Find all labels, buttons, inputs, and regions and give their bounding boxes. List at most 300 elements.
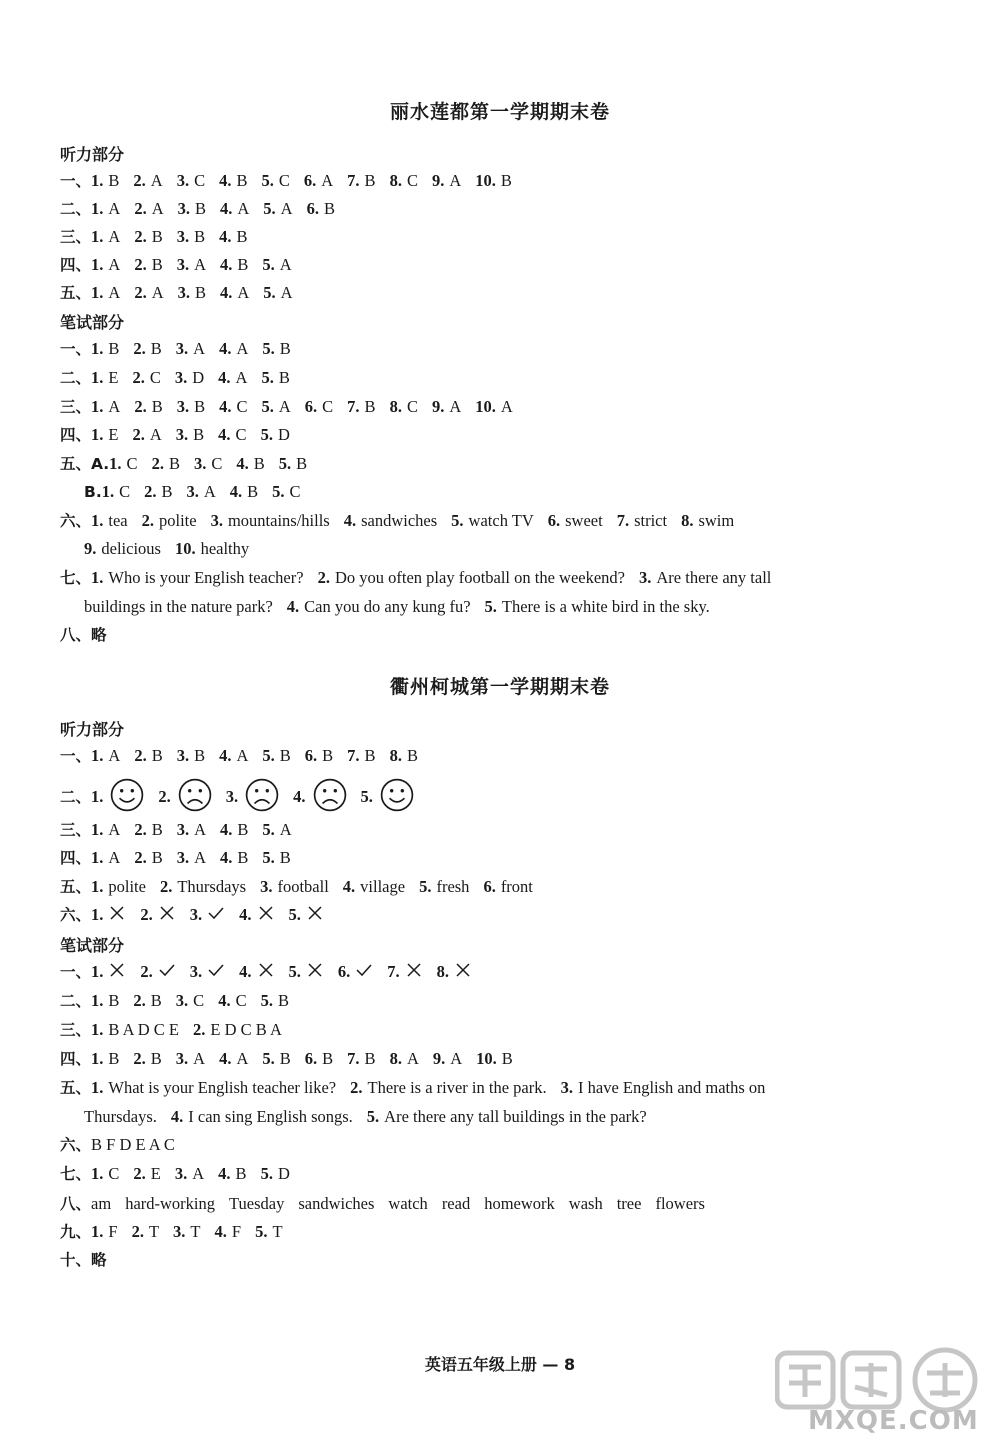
item-answer: B xyxy=(279,746,291,765)
item-answer: B xyxy=(364,746,376,765)
item-answer: B xyxy=(168,454,180,473)
answer-line xyxy=(60,624,940,646)
item-number: 7. xyxy=(387,962,400,981)
item-answer: B xyxy=(151,848,163,867)
item-number: 3. xyxy=(176,171,190,190)
question-group-label: 六、 xyxy=(60,512,92,530)
item-answer: front xyxy=(500,877,533,896)
answer-item xyxy=(91,255,120,274)
answer-item xyxy=(194,454,222,473)
answer-item xyxy=(279,454,307,473)
question-group-label: 八、略 xyxy=(60,626,107,644)
item-answer: A xyxy=(321,171,334,190)
answer-item xyxy=(134,820,162,839)
check-icon xyxy=(207,963,225,982)
item-number: 1. xyxy=(91,1020,104,1039)
answer-item xyxy=(261,171,289,190)
answer-item xyxy=(134,199,163,218)
answer-item xyxy=(548,511,603,530)
answer-item xyxy=(220,820,248,839)
item-answer: A xyxy=(108,283,121,302)
item-number: 5. xyxy=(451,511,464,530)
item-answer: A xyxy=(194,820,206,839)
answer-item xyxy=(219,339,248,358)
item-answer: C xyxy=(211,454,223,473)
item-answer: Thursdays. xyxy=(84,1107,157,1126)
item-number: 4. xyxy=(286,597,300,616)
answer-item xyxy=(91,339,119,358)
item-answer: What is your English teacher like? xyxy=(108,1078,337,1097)
item-answer: A xyxy=(194,848,206,867)
answer-item xyxy=(133,1164,160,1183)
item-answer: strict xyxy=(634,511,668,530)
item-number: 1. xyxy=(91,1164,104,1183)
item-number: 2. xyxy=(133,991,146,1010)
answer-item xyxy=(260,877,329,896)
item-answer: B xyxy=(364,1049,376,1068)
item-number: 2. xyxy=(132,368,145,387)
item-number: 4. xyxy=(239,962,252,981)
answer-item xyxy=(305,397,333,416)
item-answer: C xyxy=(322,397,334,416)
question-group-label: 五、A. xyxy=(60,455,110,473)
item-answer: C xyxy=(278,171,290,190)
answer-item xyxy=(262,746,290,765)
item-number: 6. xyxy=(547,511,561,530)
answer-item xyxy=(255,1222,282,1241)
answer-item xyxy=(91,1049,119,1068)
item-answer: B xyxy=(277,991,289,1010)
answer-item xyxy=(134,746,162,765)
answer-item xyxy=(132,1222,159,1241)
answer-item xyxy=(109,454,137,473)
answer-item xyxy=(262,820,291,839)
item-number: 9. xyxy=(84,539,97,558)
item-number: 5. xyxy=(366,1107,380,1126)
item-number: 3. xyxy=(225,786,239,806)
item-answer: B xyxy=(237,820,249,839)
question-group-label: 一、 xyxy=(60,747,92,765)
cross-icon xyxy=(108,964,126,983)
answer-item xyxy=(218,425,246,444)
answer-item xyxy=(91,1078,336,1097)
question-group-label: 二、 xyxy=(60,787,92,806)
item-number: 4. xyxy=(343,511,357,530)
answer-item xyxy=(475,171,512,190)
answer-item xyxy=(350,1078,547,1097)
question-group-label: 二、 xyxy=(60,200,92,218)
item-answer: B xyxy=(296,454,308,473)
answer-line xyxy=(60,1221,940,1243)
item-number: 3. xyxy=(176,397,190,416)
answer-item xyxy=(134,848,162,867)
item-answer: B xyxy=(237,848,249,867)
item-answer: buildings in the nature park? xyxy=(84,597,273,616)
answer-item xyxy=(390,397,418,416)
item-number: 1. xyxy=(91,568,104,587)
item-answer: A xyxy=(149,425,162,444)
item-answer: A xyxy=(194,255,206,274)
answer-item xyxy=(134,255,162,274)
item-number: 4. xyxy=(239,905,252,924)
question-group-label: 五、 xyxy=(60,878,92,896)
answer-item xyxy=(219,746,248,765)
answer-item xyxy=(84,539,161,558)
item-answer: A xyxy=(449,171,462,190)
item-answer: sandwiches xyxy=(298,1194,375,1213)
item-number: 1. xyxy=(91,991,104,1010)
answer-item xyxy=(91,1020,179,1039)
item-number: 2. xyxy=(133,1164,146,1183)
item-number: 10. xyxy=(476,1049,497,1068)
answer-item xyxy=(347,397,375,416)
item-number: 5. xyxy=(260,425,273,444)
answer-item xyxy=(160,877,246,896)
answer-item xyxy=(263,283,292,302)
item-number: 2. xyxy=(140,905,153,924)
answer-line xyxy=(60,876,940,898)
item-answer: B xyxy=(364,397,376,416)
item-answer: B xyxy=(108,171,120,190)
answer-item xyxy=(220,199,249,218)
item-answer: delicious xyxy=(101,539,161,558)
item-answer: B xyxy=(150,991,162,1010)
check-icon xyxy=(158,963,176,982)
question-group-label: 四、 xyxy=(60,849,92,867)
answer-line xyxy=(84,596,964,618)
item-number: 1. xyxy=(91,283,104,302)
answer-item xyxy=(140,905,175,924)
item-number: 5. xyxy=(484,597,497,616)
answer-item xyxy=(178,283,206,302)
item-answer: A xyxy=(108,397,121,416)
item-number: 1. xyxy=(91,820,104,839)
answer-item xyxy=(142,511,197,530)
cross-icon xyxy=(108,907,126,926)
answer-line xyxy=(60,282,940,304)
item-number: 5. xyxy=(288,905,301,924)
item-answer: B xyxy=(500,171,512,190)
item-answer: swim xyxy=(698,511,735,530)
item-number: 7. xyxy=(616,511,630,530)
item-answer: E D C B A xyxy=(210,1020,282,1039)
answer-item xyxy=(263,199,292,218)
item-number: 2. xyxy=(133,1049,146,1068)
item-number: 4. xyxy=(220,255,233,274)
item-number: 2. xyxy=(159,877,173,896)
item-answer: B xyxy=(279,848,291,867)
item-number: 3. xyxy=(176,848,190,867)
item-answer: A xyxy=(193,1049,206,1068)
item-number: 5. xyxy=(255,1222,268,1241)
answer-item xyxy=(561,1078,766,1097)
answer-item xyxy=(484,1194,555,1213)
answer-line xyxy=(60,1249,940,1271)
item-answer: A xyxy=(193,339,206,358)
answer-line xyxy=(60,510,940,532)
item-number: 8. xyxy=(681,511,694,530)
cross-icon xyxy=(158,907,176,926)
question-group-label: 五、 xyxy=(60,1079,92,1097)
item-answer: A xyxy=(203,482,216,501)
item-number: 5. xyxy=(262,848,275,867)
item-number: 5. xyxy=(260,1164,273,1183)
answer-item xyxy=(483,877,532,896)
item-number: 2. xyxy=(134,820,147,839)
item-number: 4. xyxy=(170,1107,184,1126)
answer-item xyxy=(639,568,771,587)
answer-item xyxy=(175,368,204,387)
answer-item xyxy=(144,482,172,501)
question-group-label: 四、 xyxy=(60,426,92,444)
answer-item xyxy=(176,991,204,1010)
answer-item xyxy=(91,397,120,416)
answer-item xyxy=(177,848,206,867)
item-answer: B A D C E xyxy=(108,1020,179,1039)
item-number: 1. xyxy=(91,786,104,806)
answer-item xyxy=(190,905,225,924)
answer-item xyxy=(307,199,335,218)
item-answer: polite xyxy=(159,511,197,530)
answer-item xyxy=(485,597,710,616)
item-number: 3. xyxy=(560,1078,573,1097)
check-icon xyxy=(355,963,373,982)
item-answer: A xyxy=(500,397,513,416)
item-number: 7. xyxy=(347,1049,360,1068)
item-number: 1. xyxy=(91,877,104,896)
answer-item xyxy=(361,787,414,806)
answer-line xyxy=(60,226,940,248)
item-number: 1. xyxy=(91,425,104,444)
item-number: 3. xyxy=(176,227,190,246)
item-answer: C xyxy=(289,482,301,501)
item-number: 3. xyxy=(175,425,189,444)
answer-line xyxy=(60,778,940,818)
item-answer: A xyxy=(108,746,121,765)
answer-item xyxy=(218,368,247,387)
item-number: 2. xyxy=(134,227,147,246)
item-answer: B xyxy=(151,746,163,765)
answer-item xyxy=(177,227,205,246)
answer-item xyxy=(134,397,162,416)
question-group-label: 二、 xyxy=(60,369,92,387)
answer-item xyxy=(219,171,247,190)
answer-item xyxy=(289,962,324,981)
item-answer: A xyxy=(108,255,121,274)
item-answer: I can sing English songs. xyxy=(188,1107,353,1126)
answer-item xyxy=(475,397,513,416)
item-answer: Are there any tall xyxy=(656,568,772,587)
item-number: 5. xyxy=(262,255,275,274)
answer-item xyxy=(171,1107,353,1126)
answer-item xyxy=(218,1164,246,1183)
item-number: 9. xyxy=(432,1049,446,1068)
item-answer: A xyxy=(237,199,250,218)
item-answer: A xyxy=(236,746,249,765)
answer-item xyxy=(91,991,119,1010)
item-number: 6. xyxy=(337,962,351,981)
item-number: 3. xyxy=(174,368,188,387)
answer-item xyxy=(344,511,437,530)
item-number: 9. xyxy=(431,171,445,190)
item-number: 3. xyxy=(175,339,189,358)
item-answer: B xyxy=(501,1049,513,1068)
answer-item xyxy=(91,1135,175,1154)
answer-item xyxy=(134,227,162,246)
item-answer: read xyxy=(441,1194,471,1213)
item-number: 3. xyxy=(175,1049,189,1068)
item-number: 1. xyxy=(91,848,104,867)
answer-item xyxy=(239,962,274,981)
item-number: 2. xyxy=(144,482,157,501)
answer-item xyxy=(177,746,205,765)
item-number: 4. xyxy=(219,1049,232,1068)
item-answer: mountains/hills xyxy=(227,511,330,530)
item-number: 5. xyxy=(262,1049,275,1068)
item-answer: A xyxy=(108,199,121,218)
answer-line xyxy=(84,481,964,503)
item-answer: am xyxy=(91,1194,112,1213)
item-answer: D xyxy=(192,368,205,387)
question-group-label: 一、 xyxy=(60,340,92,358)
answer-item xyxy=(91,905,126,924)
item-number: 3. xyxy=(260,877,273,896)
item-number: 3. xyxy=(176,255,190,274)
answer-item xyxy=(262,339,290,358)
sad-face-icon xyxy=(178,797,212,816)
answer-item xyxy=(91,848,120,867)
answer-line xyxy=(60,1163,940,1185)
answer-item xyxy=(190,962,225,981)
item-answer: sweet xyxy=(565,511,603,530)
answer-item xyxy=(239,905,274,924)
item-number: 5. xyxy=(262,746,275,765)
answer-line xyxy=(60,904,940,928)
item-answer: B xyxy=(150,339,162,358)
item-number: 2. xyxy=(134,283,147,302)
question-group-label: 十、略 xyxy=(60,1251,107,1269)
item-answer: C xyxy=(406,397,418,416)
item-answer: hard-working xyxy=(125,1194,215,1213)
answer-item xyxy=(91,1222,118,1241)
cross-icon xyxy=(257,907,275,926)
answer-item xyxy=(261,425,290,444)
item-answer: B xyxy=(235,1164,247,1183)
item-answer: A xyxy=(236,1049,249,1068)
item-number: 1. xyxy=(91,962,104,981)
item-number: 6. xyxy=(306,199,319,218)
item-answer: A xyxy=(151,199,164,218)
watermark-text: MXQE.COM xyxy=(808,1406,979,1436)
item-number: 8. xyxy=(436,962,450,981)
question-group-label: 二、 xyxy=(60,992,92,1010)
item-number: 1. xyxy=(91,1049,104,1068)
item-answer: B xyxy=(236,171,248,190)
answer-item xyxy=(102,482,130,501)
item-answer: fresh xyxy=(436,877,470,896)
item-number: 4. xyxy=(218,425,231,444)
answer-item xyxy=(390,171,418,190)
answer-line xyxy=(60,847,940,869)
item-answer: Are there any tall buildings in the park? xyxy=(384,1107,647,1126)
answer-line xyxy=(60,745,940,767)
item-number: 3. xyxy=(210,511,223,530)
item-answer: B xyxy=(253,454,265,473)
answer-line xyxy=(60,567,940,589)
answer-item xyxy=(230,482,258,501)
item-answer: homework xyxy=(484,1194,555,1213)
item-number: 5. xyxy=(263,283,276,302)
item-answer: B xyxy=(108,339,120,358)
item-number: 5. xyxy=(278,454,292,473)
answer-item xyxy=(91,877,146,896)
item-answer: D xyxy=(277,425,290,444)
answer-line xyxy=(60,1193,940,1215)
question-group-label: 四、 xyxy=(60,256,92,274)
item-answer: C xyxy=(236,397,248,416)
item-number: 2. xyxy=(134,199,147,218)
item-number: 5. xyxy=(261,171,274,190)
item-number: 10. xyxy=(475,397,496,416)
item-number: 2. xyxy=(140,962,153,981)
item-number: 6. xyxy=(304,746,318,765)
answer-item xyxy=(84,1107,157,1126)
item-number: 3. xyxy=(175,991,189,1010)
item-number: 3. xyxy=(189,962,203,981)
answer-item xyxy=(388,1194,427,1213)
item-answer: A xyxy=(150,171,163,190)
item-answer: B xyxy=(194,199,206,218)
answer-item xyxy=(226,787,279,806)
question-group-label: 三、 xyxy=(60,228,92,246)
item-answer: B xyxy=(236,227,248,246)
answer-item xyxy=(84,597,273,616)
answer-item xyxy=(218,991,246,1010)
answer-item xyxy=(338,962,373,981)
item-number: 4. xyxy=(219,171,232,190)
item-number: 9. xyxy=(431,397,445,416)
item-answer: F xyxy=(108,1222,118,1241)
item-answer: There is a white bird in the sky. xyxy=(501,597,710,616)
item-number: 2. xyxy=(131,1222,144,1241)
item-number: 8. xyxy=(389,397,402,416)
item-answer: C xyxy=(235,991,247,1010)
answer-line xyxy=(60,198,940,220)
question-group-label: 九、 xyxy=(60,1223,92,1241)
answer-item xyxy=(262,1049,290,1068)
item-number: 6. xyxy=(303,171,317,190)
item-number: 4. xyxy=(220,283,233,302)
answer-item xyxy=(298,1194,374,1213)
item-answer: C xyxy=(406,171,418,190)
item-number: 4. xyxy=(219,227,232,246)
answer-item xyxy=(91,227,120,246)
answer-line xyxy=(60,1019,940,1041)
item-answer: A xyxy=(235,368,248,387)
question-group-label: 三、 xyxy=(60,1021,92,1039)
sad-face-icon xyxy=(313,797,347,816)
item-answer: tea xyxy=(108,511,128,530)
answer-item xyxy=(91,1164,119,1183)
item-number: 1. xyxy=(91,171,104,190)
item-answer: A xyxy=(108,848,121,867)
item-number: 8. xyxy=(389,746,402,765)
item-number: 3. xyxy=(173,1222,186,1241)
item-number: 1. xyxy=(91,1078,104,1097)
item-number: 1. xyxy=(91,199,104,218)
item-answer: T xyxy=(190,1222,201,1241)
answer-item xyxy=(91,368,118,387)
